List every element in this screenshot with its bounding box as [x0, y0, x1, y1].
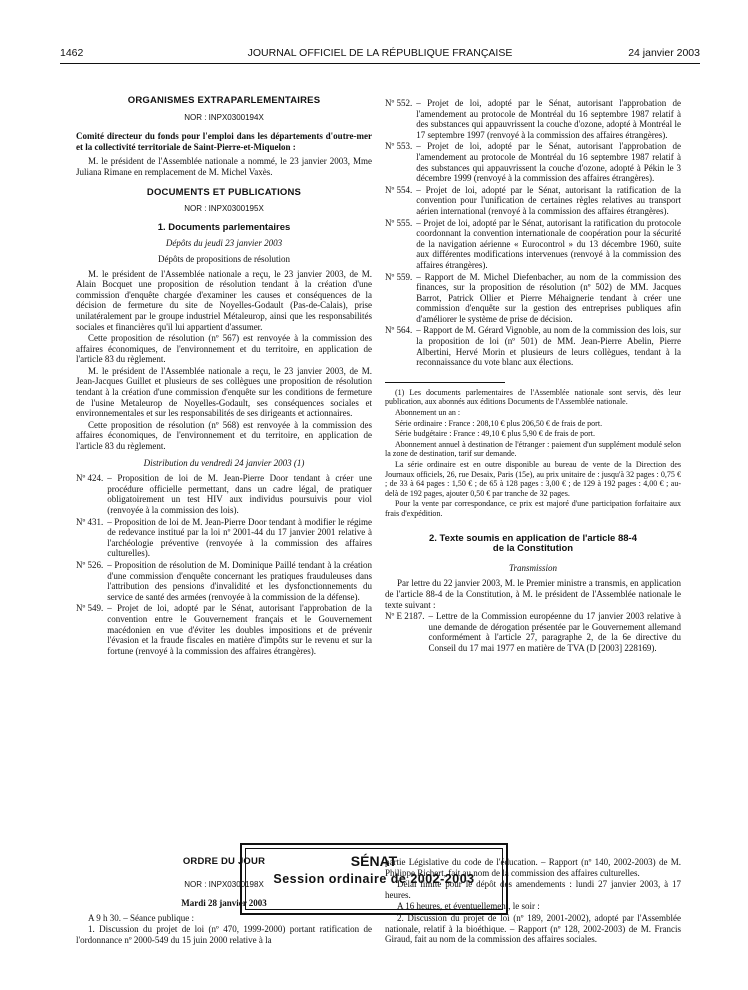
- seance-horaire: A 9 h 30. – Séance publique :: [88, 912, 194, 923]
- footnotes: [385, 388, 681, 519]
- right-column: [385, 98, 681, 655]
- documents-nor: NOR : INPX0300195X: [184, 204, 264, 214]
- header-rule: [60, 63, 700, 64]
- journal-title: JOURNAL OFFICIEL DE LA RÉPUBLIQUE FRANÇAISE: [247, 47, 513, 59]
- transmission-heading: Transmission: [508, 562, 558, 573]
- page-header: [60, 47, 700, 61]
- footnote-correspondance: Pour la vente par correspondance, ce prix est majoré d'une participation forfaitaire aux frais d'expédition.: [385, 499, 681, 518]
- paragraph-567: Cette proposition de résolution (nº 567) est renvoyée à la commission des affaires économiques, de l'environnement et du territoire, en application de l'article 83 du règlement.: [76, 333, 372, 365]
- section-88-4-heading: 2. Texte soumis en application de l'article 88-4 de la Constitution: [429, 532, 637, 555]
- list-item: Nº 564. – Rapport de M. Gérard Vignoble, au nom de la commission des lois, sur la proposition de loi (nº 501) de MM. Jean-Pierre Abelin, Pierre Albertini, Hervé Morin et plusieurs de leurs collègues, tendant à la reconnaissance du vote blanc aux élections.: [385, 325, 681, 368]
- footnote-vente: La série ordinaire est en outre disponible au bureau de vente de la Direction des Journaux officiels, 26, rue Desaix, Paris (15e), au prix unitaire de : jusqu'à 32 pages : 0,75 € ; de 33 à 64 pages : 1,50 € ; de 65 à 128 pages : 3,00 € ; de 129 à 192 pages : 4,00 € ; au-delà de 192 pages, ajouter 0,50 € par tranche de 32 pages.: [385, 460, 681, 498]
- senat-title: SÉNAT: [350, 853, 398, 869]
- delai-amendements: Délai limite pour le dépôt des amendements : lundi 27 janvier 2003, à 17 heures.: [385, 879, 681, 900]
- list-item: Nº 424. – Proposition de loi de M. Jean-Pierre Door tendant à créer une procédure officielle permettant, dans un cadre légal, de pratiquer obligatoirement un test HIV aux individus poursuivis pour viol (renvoyée à la commission des lois).: [76, 473, 372, 515]
- senat-subtitle: Session ordinaire de 2002-2003: [273, 872, 475, 886]
- ordre-du-jour-right: [385, 857, 681, 946]
- paragraph-guillet: M. le président de l'Assemblée nationale a reçu, le 23 janvier 2003, de M. Jean-Jacques Guillet et plusieurs de ses collègues une proposition de résolution tendant à la création d'une commission d'enquête sur les conditions de fermeture de l'usine Metaleurop de Noyelles-Godault, ses conséquences sociales et environnementales et sur les responsabilités de ses dirigeants et actionnaires.: [76, 365, 372, 419]
- list-item: Nº 552. – Projet de loi, adopté par le Sénat, autorisant l'approbation de l'amendement au protocole de Montréal du 16 septembre 1987 relatif à des substances qui appauvrissent la couche d'ozone, adopté à Montréal le 17 septembre 1997 (renvoyé à la commission des affaires étrangères).: [385, 98, 681, 140]
- comite-title: Comité directeur du fonds pour l'emploi dans les départements d'outre-mer et la collectivité territoriale de Saint-Pierre-et-Miquelon :: [76, 131, 372, 152]
- discussion-1: 1. Discussion du projet de loi (nº 470, 1999-2000) portant ratification de l'ordonnance nº 2000-549 du 15 juin 2000 relative à la: [76, 924, 372, 945]
- paragraph-bocquet: M. le président de l'Assemblée nationale a reçu, le 23 janvier 2003, de M. Alain Bocquet une proposition de résolution tendant à la création d'une commission d'enquête chargée d'examiner les causes et conséquences de la décision de fermeture du site de Noyelles-Godault (Pas-de-Calais), prise unilatéralement par le groupe industriel Métaleurop, ainsi que les responsabilités sociales et financières qu'il lui appartient d'assumer.: [76, 268, 372, 332]
- rapport-richert: partie Législative du code de l'éducation. – Rapport (nº 140, 2002-2003) de M. Philippe Richert, fait au nom de la commission des affaires culturelles.: [385, 857, 681, 878]
- seance-date: Mardi 28 janvier 2003: [181, 898, 267, 909]
- depots-propositions: Dépôts de propositions de résolution: [158, 253, 290, 264]
- depots-date: Dépôts du jeudi 23 janvier 2003: [165, 238, 283, 249]
- left-column: [76, 96, 372, 657]
- seance-16h: A 16 heures, et éventuellement, le soir :: [397, 901, 540, 912]
- list-item: Nº 549. – Projet de loi, adopté par le Sénat, autorisant l'approbation de la convention entre le Gouvernement français et le Gouvernement macédonien en vue d'éviter les doubles impositions et de prévenir l'évasion et la fraude fiscales en matière d'impôts sur le revenu et sur la fortune (renvoyé à la commission des affaires étrangères).: [76, 603, 372, 656]
- discussion-2: 2. Discussion du projet de loi (nº 189, 2001-2002), adopté par l'Assemblée nationale, relatif à la bioéthique. – Rapport (nº 128, 2002-2003) de M. Francis Giraud, fait au nom de la commission des affaires sociales.: [385, 912, 681, 945]
- list-item: Nº 526. – Proposition de résolution de M. Dominique Paillé tendant à la création d'une commission d'enquête concernant les pratiques frauduleuses dans l'attribution des pensions d'invalidité et les dysfonctionnements du service de santé des armées (renvoyée à la commission de la défense).: [76, 559, 372, 602]
- list-item: Nº 559. – Rapport de M. Michel Diefenbacher, au nom de la commission des finances, sur la proposition de résolution (nº 502) de MM. Jacques Barrot, Patrick Ollier et Pierre Méhaignerie tendant à créer une commission d'enquête sur la gestion des entreprises publiques afin d'améliorer le système de prise de décision.: [385, 271, 681, 324]
- footnote-etranger: Abonnement annuel à destination de l'étranger : paiement d'un supplément modulé selon la zone de destination, tarif sur demande.: [385, 439, 681, 459]
- distribution-date: Distribution du vendredi 24 janvier 2003 (1): [143, 457, 305, 468]
- page-number: 1462: [60, 47, 84, 59]
- list-item: Nº E 2187. – Lettre de la Commission européenne du 17 janvier 2003 relative à une demande de dérogation présentée par le Gouvernement allemand conformément à l'article 27, paragraphe 2, de la 6e directive du Conseil du 17 mai 1977 en matière de TVA (D [2003] 228169).: [385, 611, 681, 653]
- ordre-du-jour-heading: ORDRE DU JOUR: [182, 856, 266, 867]
- organismes-nor: NOR : INPX0300194X: [184, 112, 264, 122]
- documents-subheading: 1. Documents parlementaires: [157, 221, 291, 233]
- paragraph-568: Cette proposition de résolution (nº 568) est renvoyée à la commission des affaires économiques, de l'environnement et du territoire, en application de l'article 83 du règlement.: [76, 419, 372, 452]
- footnote-abonnement: Abonnement un an :: [395, 408, 461, 418]
- list-item: Nº 553. – Projet de loi, adopté par le Sénat, autorisant l'approbation de l'amendement au protocole de Montréal du 16 septembre 1987 relatif à des substances qui appauvrissent la couche d'ozone, adopté à Pékin le 3 décembre 1999 (renvoyé à la commission des affaires étrangères).: [385, 141, 681, 184]
- footnote-rule: [385, 382, 505, 383]
- comite-text: M. le président de l'Assemblée nationale a nommé, le 23 janvier 2003, Mme Juliana Rimane en remplacement de M. Michel Vaxès.: [76, 156, 372, 177]
- footnote-serie-budgetaire: Série budgétaire : France : 49,10 € plus 5,90 € de frais de port.: [395, 429, 595, 439]
- issue-date: 24 janvier 2003: [628, 47, 700, 59]
- footnote-serie-ordinaire: Série ordinaire : France : 208,10 € plus 206,50 € de frais de port.: [395, 418, 603, 428]
- documents-heading: DOCUMENTS ET PUBLICATIONS: [146, 186, 302, 198]
- list-item: Nº 555. – Projet de loi, adopté par le Sénat, autorisant la ratification du protocole coordonnant la convention internationale de coopération pour la sécurité de la navigation aérienne « Eurocontrol » du 13 décembre 1960, suite aux différentes modifications intervenues (renvoyé à la commission des affaires étrangères).: [385, 217, 681, 270]
- organismes-heading: ORGANISMES EXTRAPARLEMENTAIRES: [127, 95, 321, 106]
- ordre-du-jour-nor: NOR : INPX0300198X: [184, 879, 264, 889]
- list-item: Nº 554. – Projet de loi, adopté par le Sénat, autorisant la ratification de la convention pour l'unification de certaines règles relatives au transport aérien international (renvoyé à la commission des affaires étrangères).: [385, 184, 681, 216]
- list-item: Nº 431. – Proposition de loi de M. Jean-Pierre Door tendant à modifier le régime de redevance institué par la loi nº 2001-44 du 17 janvier 2001 relative à l'archéologie préventive (renvoyée à la commission des affaires culturelles).: [76, 516, 372, 559]
- ordre-du-jour-left: [76, 857, 372, 947]
- transmission-paragraph: Par lettre du 22 janvier 2003, M. le Premier ministre a transmis, en application de l'article 88-4 de la Constitution, à M. le président de l'Assemblée nationale le texte suivant :: [385, 578, 681, 610]
- footnote-1: (1) Les documents parlementaires de l'Assemblée nationale sont servis, dès leur publication, aux abonnés aux éditions Documents de l'Assemblée nationale.: [385, 387, 681, 407]
